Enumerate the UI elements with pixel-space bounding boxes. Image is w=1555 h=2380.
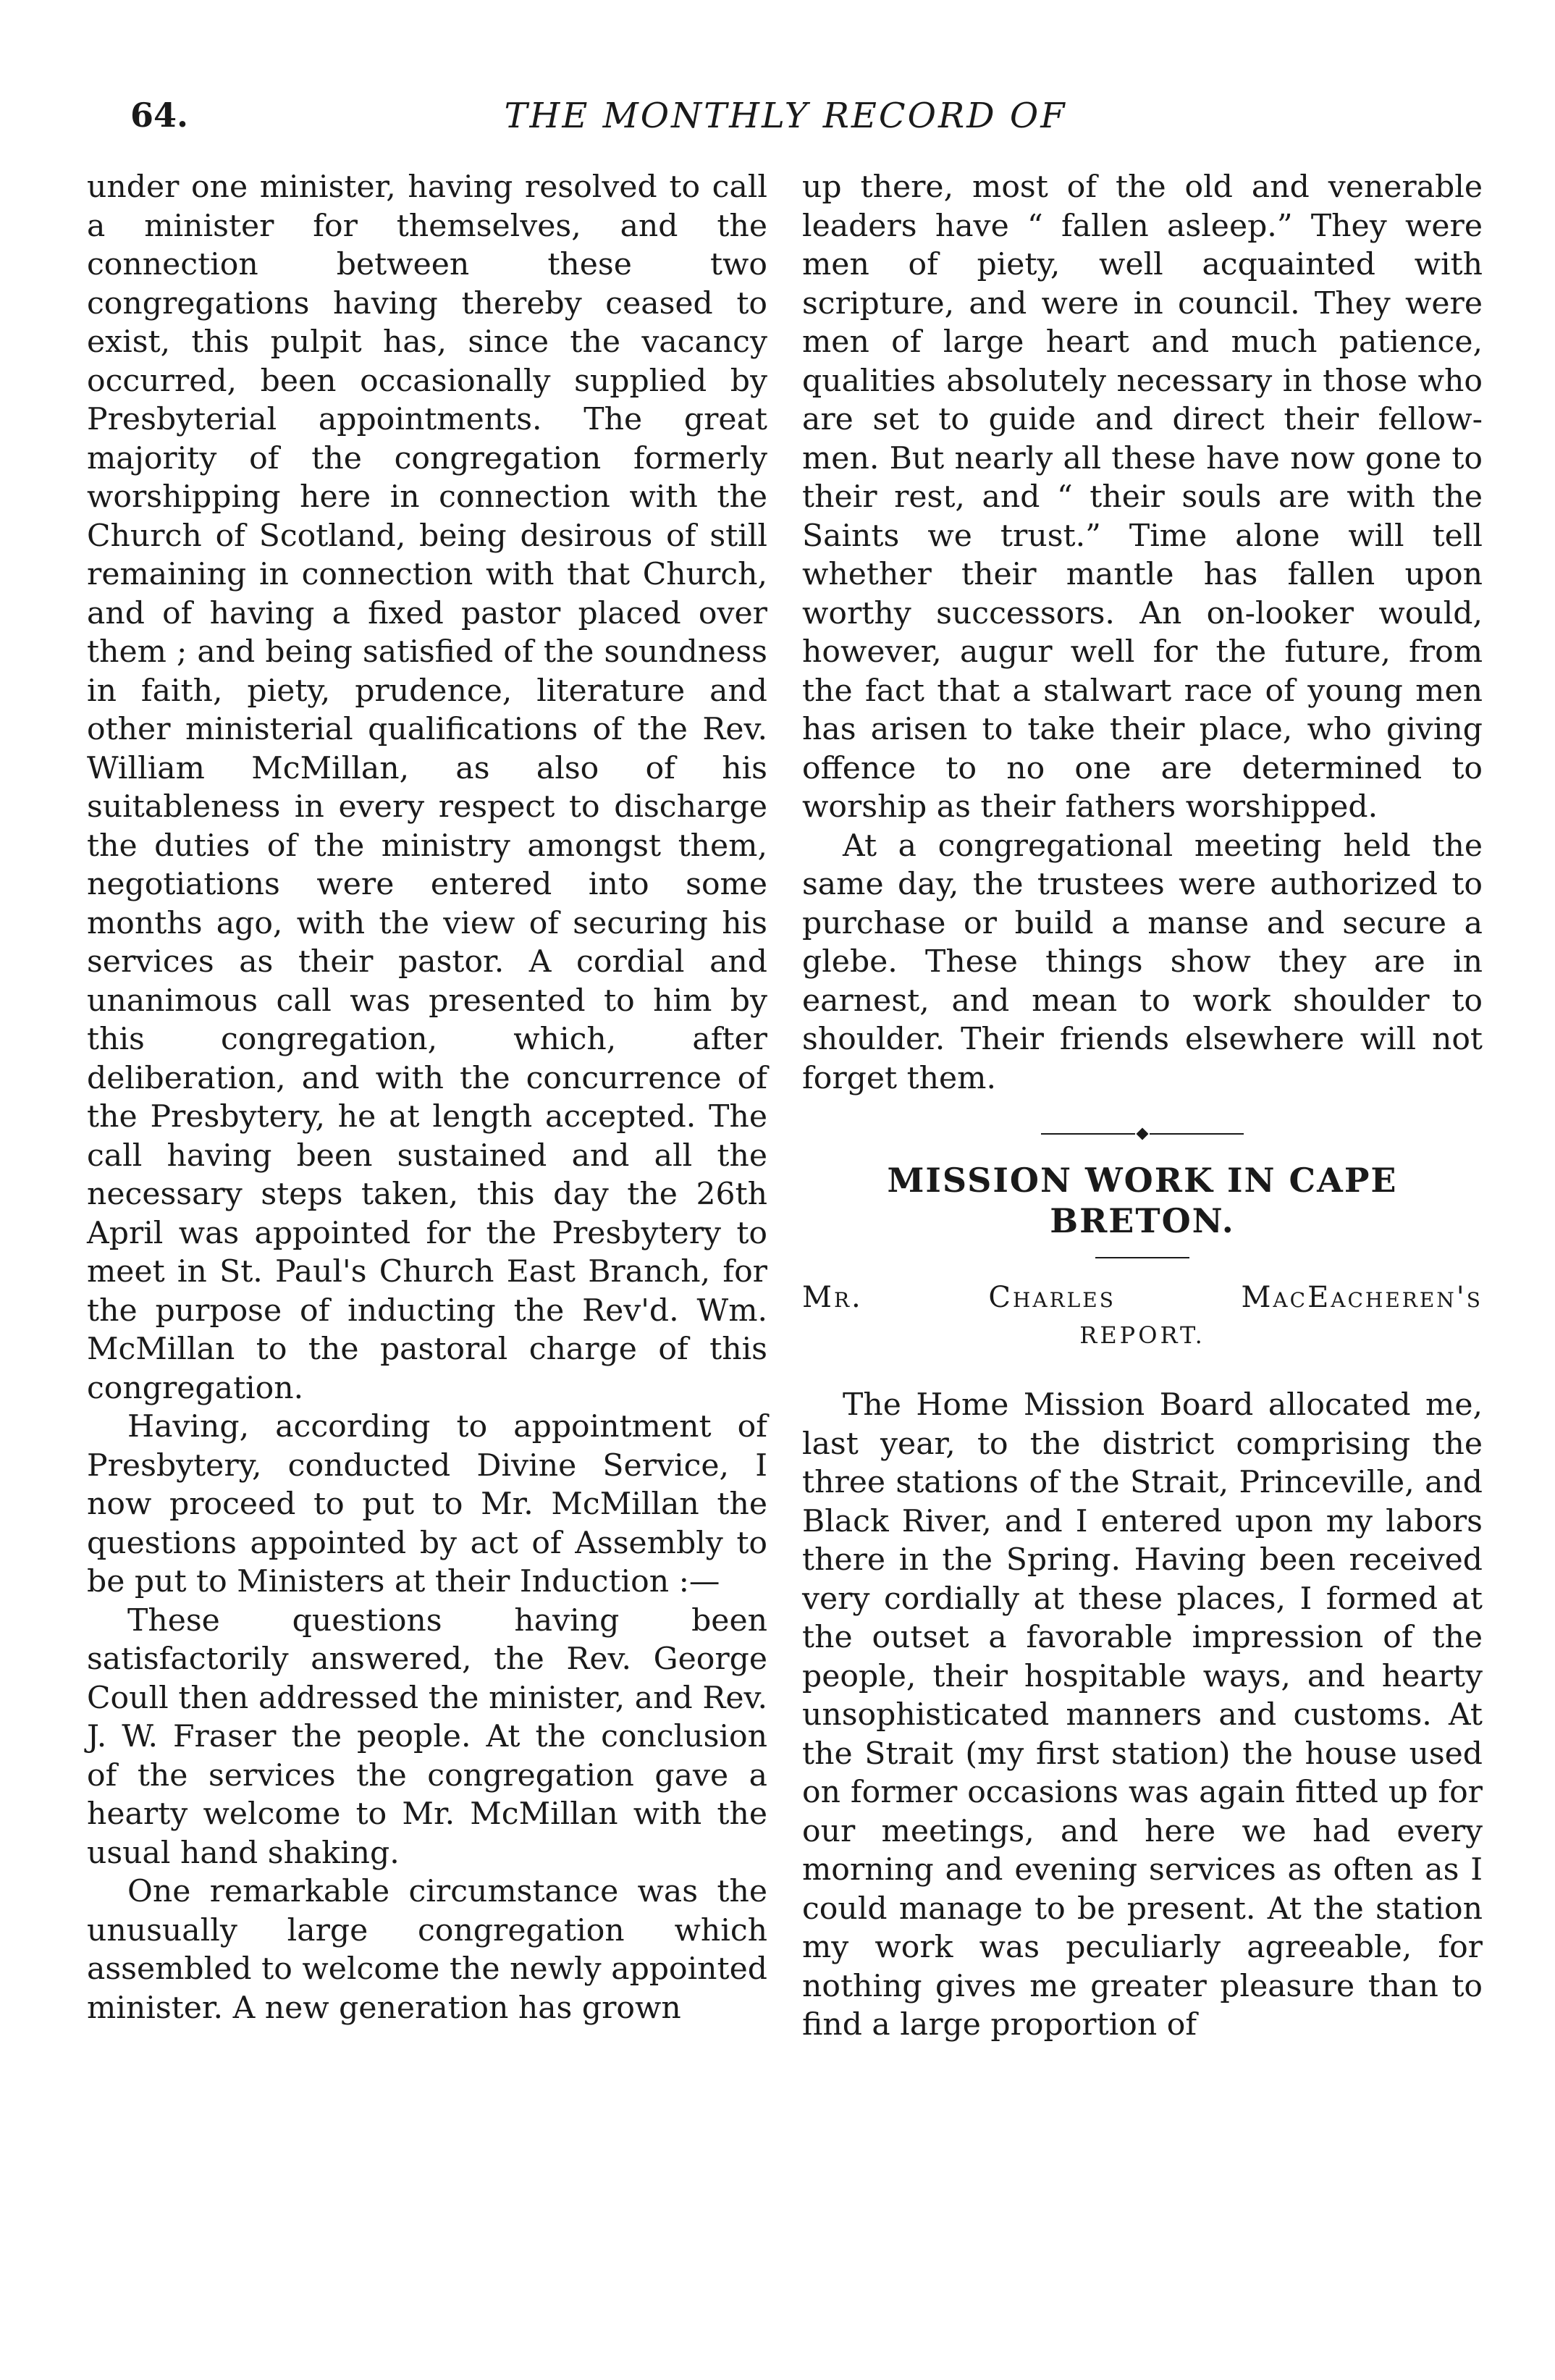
section-divider-ornament: [802, 1122, 1483, 1144]
paragraph: under one minister, having resolved to call a minister for themselves, and the connection between these two congregations having thereby ceased to exist, this pulpit has, since the vacancy occurred, been occasionally supplied by Presbyterial appointments. The great majority of the congregation formerly worshipping here in connection with the Church of Scotland, being desirous of still remaining in connection with that Church, and of having a fixed pastor placed over them ; and being satisfied of the soundness in faith, piety, prudence, literature and other ministerial qualifications of the Rev. William McMillan, as also of his suitableness in every respect to discharge the duties of the ministry amongst them, negotiations were entered into some months ago, with the view of securing his services as their pastor. A cordial and unanimous call was presented to him by this congregation, which, after deliberation, and with the concurrence of the Presbytery, he at length accepted. The call having been sustained and all the necessary steps taken, this day the 26th April was appointed for the Presbytery to meet in St. Paul's Church East Branch, for the purpose of inducting the Rev'd. Wm. McMillan to the pastoral charge of this congregation.: [87, 169, 767, 1406]
page-header: [130, 96, 1441, 154]
subheading-surname: MacEacheren's: [1241, 1281, 1483, 1314]
subheading-title: Mr.: [802, 1281, 863, 1314]
right-column: [802, 168, 1483, 2045]
section-heading: MISSION WORK IN CAPE BRETON.: [887, 1161, 1398, 1240]
paragraph: At a congregational meeting held the same day, the trustees were authorized to purchase or build a manse and secure a glebe. These things show they are in earnest, and mean to work shoulder to shoulder. Their friends elsewhere will not forget them.: [802, 828, 1483, 1096]
heading-rule: [1095, 1257, 1189, 1258]
paragraph: The Home Mission Board allocated me, last year, to the district comprising the three stations of the Strait, Princeville, and Black River, and I entered upon my labors there in the Spring. Having been received very cordially at these places, I formed at the outset a favorable impression of the people, their hospitable ways, and hearty unsophisticated manners and customs. At the Strait (my first station) the house used on former occasions was again fitted up for our meetings, and here we had every morning and evening services as often as I could manage to be present. At the station my work was peculiarly agreeable, for nothing gives me greater pleasure than to find a large proportion of: [802, 1387, 1483, 2043]
running-title: THE MONTHLY RECORD OF: [504, 96, 1067, 136]
subheading-first-name: Charles: [988, 1281, 1116, 1314]
subheading-report-label: REPORT.: [1079, 1321, 1205, 1349]
report-subheading: [802, 1279, 1483, 1354]
page-number: 64.: [130, 96, 189, 135]
paragraph: One remarkable circumstance was the unusually large congregation which assembled to welcome the newly appointed minister. A new generation has grown: [87, 1874, 767, 2026]
paragraph: Having, according to appointment of Presbytery, conducted Divine Service, I now proceed to put to Mr. McMillan the questions appointed by act of Assembly to be put to Ministers at their Induction :—: [87, 1409, 767, 1599]
left-column: [87, 168, 767, 2027]
paragraph: These questions having been satisfactorily answered, the Rev. George Coull then addressed the minister, and Rev. J. W. Fraser the people. At the conclusion of the services the congregation gave a hearty welcome to Mr. McMillan with the usual hand shaking.: [87, 1602, 767, 1871]
paragraph: up there, most of the old and venerable leaders have “ fallen asleep.” They were men of piety, well acquainted with scripture, and were in council. They were men of large heart and much patience, qualities absolutely necessary in those who are set to guide and direct their fellow-men. But nearly all these have now gone to their rest, and “ their souls are with the Saints we trust.” Time alone will tell whether their mantle has fallen upon worthy successors. An on-looker would, however, augur well for the future, from the fact that a stalwart race of young men has arisen to take their place, who giving offence to no one are determined to worship as their fathers worshipped.: [802, 169, 1483, 825]
